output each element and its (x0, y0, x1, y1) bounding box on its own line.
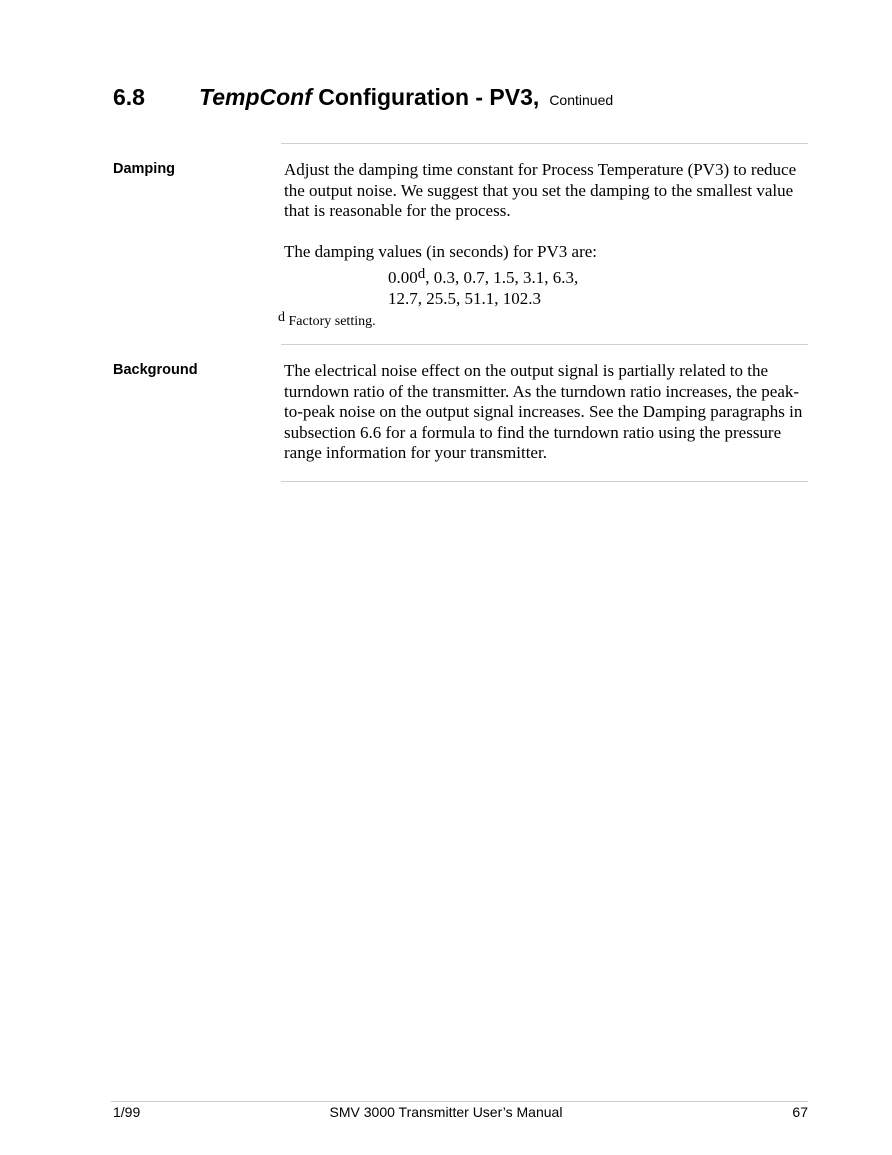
footnote (278, 310, 376, 330)
section-title-rest: Configuration - PV3, (311, 84, 540, 110)
section-title-italic: TempConf (199, 84, 312, 110)
background-paragraph: The electrical noise effect on the output signal is partially related to the turndown ratio of the transmitter. As the turndown ratio increases, the peak-to-peak noise on the output signal increases. See the Damping paragraphs in subsection 6.6 for a formula to find the turndown ratio using the pressure range information for your transmitter. (284, 361, 803, 463)
damping-value-default: 0.00 (388, 268, 418, 287)
divider-top (281, 143, 808, 144)
footer-date: 1/99 (113, 1104, 141, 1120)
damping-paragraph: Adjust the damping time constant for Process Temperature (PV3) to reduce the output noise. We suggest that you set the damping to the smallest value that is reasonable for the process. (284, 160, 797, 221)
damping-values-intro: The damping values (in seconds) for PV3 are: (284, 242, 597, 261)
damping-values-line-2: 12.7, 25.5, 51.1, 102.3 (388, 289, 541, 308)
damping-values-rest: , 0.3, 0.7, 1.5, 3.1, 6.3, (425, 268, 579, 287)
factory-setting-mark: d (417, 266, 426, 282)
section-title (199, 84, 613, 111)
footer-manual-title: SMV 3000 Transmitter User’s Manual (329, 1104, 563, 1120)
background-label: Background (113, 362, 198, 378)
divider-bottom (281, 481, 808, 482)
section-number: 6.8 (113, 84, 145, 110)
footnote-mark: d (278, 310, 285, 325)
continued-label: Continued (549, 92, 614, 108)
damping-label: Damping (113, 161, 176, 177)
footnote-text: Factory setting. (285, 314, 376, 329)
footer-divider (111, 1101, 808, 1102)
damping-values-line-1 (388, 268, 578, 289)
footer-page-number: 67 (792, 1104, 808, 1120)
divider-middle (281, 344, 808, 345)
